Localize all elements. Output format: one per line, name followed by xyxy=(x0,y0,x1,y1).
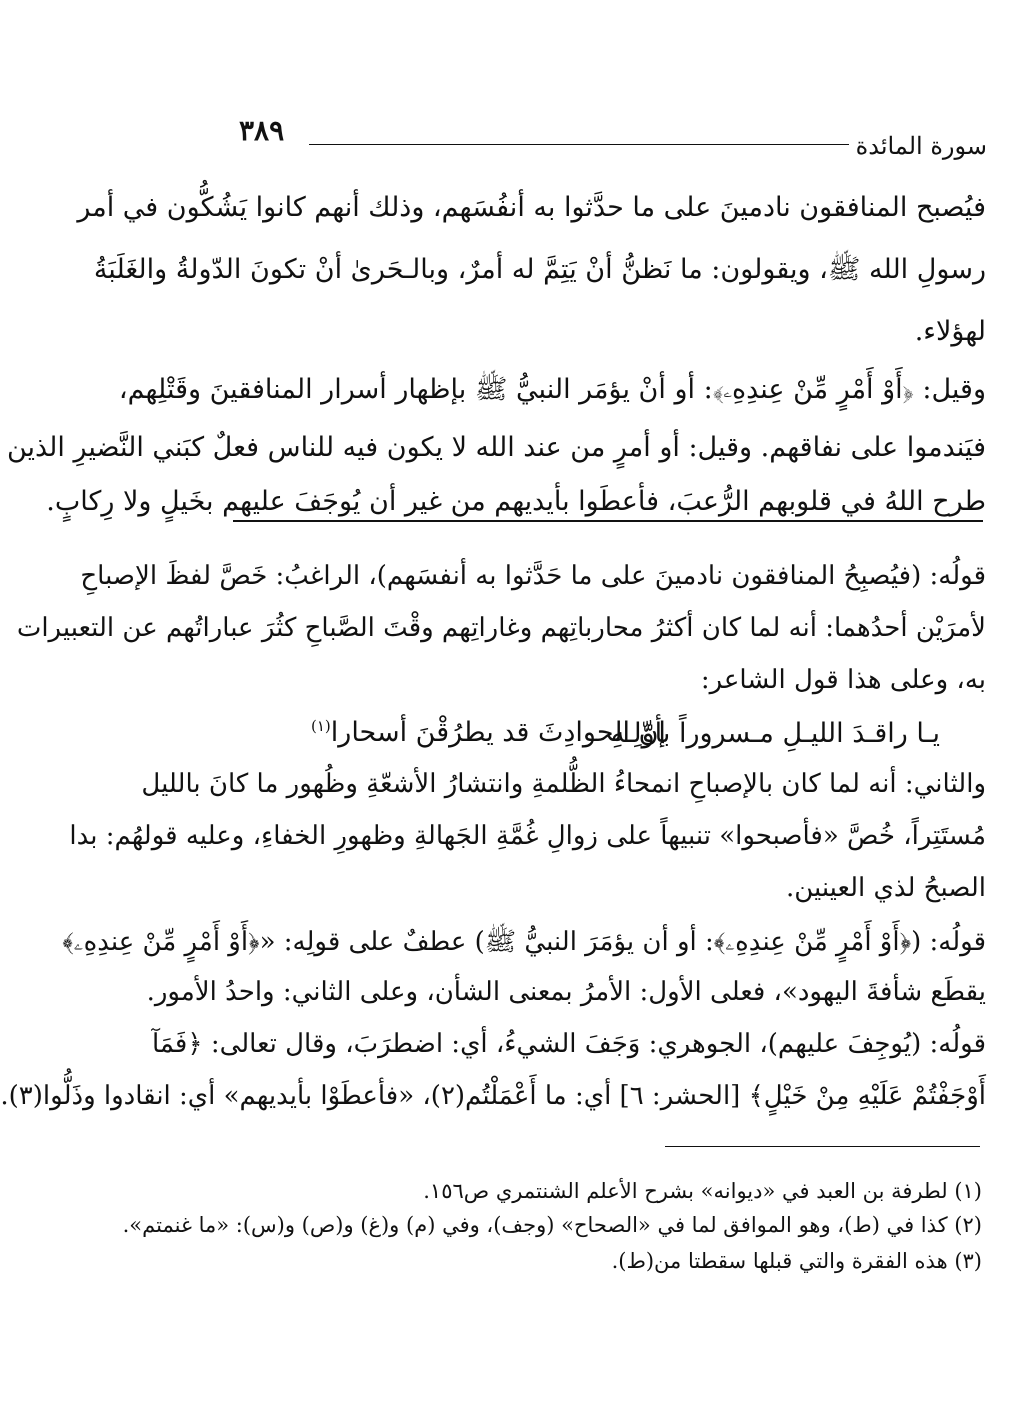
commentary-line: الصبحُ لذي العينين. xyxy=(785,873,986,903)
commentary-line: والثاني: أنه لما كان بالإصباحِ انمحاءُ الظُّلمةِ وانتشارُ الأشعّةِ وظُهور ما كانَ بالليل xyxy=(141,769,986,799)
footnote: (١) لطرفة بن العبد في «ديوانه» بشرح الأعلم الشنتمري ص١٥٦. xyxy=(423,1179,982,1203)
page-number: ٣٨٩ xyxy=(239,114,285,147)
main-text-line: رسولِ الله ﷺ، ويقولون: ما نَظنُّ أنْ يَتِمَّ له أمرٌ، وبالـحَرىٰ أنْ تكونَ الدّولةُ والغَلَبَةُ xyxy=(93,254,986,285)
verse-second-hemistich xyxy=(311,706,666,753)
commentary-line: قولُه: (﴿أَوْ أَمْرٍ مِّنْ عِندِهِۦ﴾: أو أن يؤمَرَ النبيُّ ﷺ) عطفٌ على قولِه: «﴿أَوْ أَمْرٍ مِّنْ عِندِهِۦ﴾ xyxy=(62,927,986,957)
footnote-mark: (١) xyxy=(311,717,331,735)
section-divider xyxy=(233,520,983,522)
verse-first-hemistich: يـا راقـدَ الليـلِ مـسروراً بأوّلِـهِ xyxy=(610,718,940,749)
main-text-line: وقيل: ﴿أَوْ أَمْرٍ مِّنْ عِندِهِۦ﴾: أو أنْ يؤمَر النبيُّ ﷺ بإظهار أسرار المنافقينَ وقَتْلِهم، xyxy=(118,374,986,405)
main-text-line: فيُصبح المنافقون نادمينَ على ما حدَّثوا به أنفُسَهم، وذلك أنهم كانوا يَشُكُّون في أمر xyxy=(77,192,986,223)
commentary-line: لأمرَيْن أحدُهما: أنه لما كان أكثرُ محارباتِهم وغاراتِهم وقْتَ الصَّباحِ كثُرَ عباراتُهم عن التعبيرات xyxy=(16,613,986,643)
main-text-line: طرح اللهُ في قلوبهم الرُّعبَ، فأعطَوا بأيديهم من غير أن يُوجَفَ عليهم بخَيلٍ ولا رِكابٍ. xyxy=(46,486,986,517)
commentary-line: يقطَع شأفةَ اليهود»، فعلى الأول: الأمرُ بمعنى الشأن، وعلى الثاني: واحدُ الأمور. xyxy=(146,977,986,1007)
main-text-line: فيَندموا على نفاقهم. وقيل: أو أمرٍ من عند الله لا يكون فيه للناس فعلٌ كبَني النَّضيرِ الذين xyxy=(6,432,986,463)
verse-second-text: إنّ الحوادِثَ قد يطرُقْنَ أسحارا xyxy=(330,717,666,748)
commentary-line: أَوْجَفْتُمْ عَلَيْهِ مِنْ خَيْلٍ﴾ [الحشر: ٦] أي: ما أَعْمَلْتُم(٢)، «فأعطَوْا بأيديهم» أي: انقادوا وذَلُّوا(٣). xyxy=(0,1081,986,1111)
commentary-line: قولُه: (فيُصبِحُ المنافقون نادمينَ على ما حَدَّثوا به أنفسَهم)، الراغبُ: خَصَّ لفظَ الإصباحِ xyxy=(80,561,986,591)
footnote-rule xyxy=(665,1146,980,1147)
commentary-line: مُستَتِراً، خُصَّ «فأصبحوا» تنبيهاً على زوالِ غُمَّةِ الجَهالةِ وظهورِ الخفاءِ، وعليه قولهُم: بدا xyxy=(69,821,986,851)
commentary-line: قولُه: (يُوجِفَ عليهم)، الجوهري: وَجَفَ الشيءُ، أي: اضطرَبَ، وقال تعالى: ﴿فَمَآ xyxy=(151,1029,986,1059)
main-text-line: لهؤلاء. xyxy=(914,316,986,347)
header-rule xyxy=(309,144,849,145)
footnote: (٣) هذه الفقرة والتي قبلها سقطتا من(ط). xyxy=(611,1249,982,1273)
footnote: (٢) كذا في (ط)، وهو الموافق لما في «الصحاح» (وجف)، وفي (م) و(غ) و(ص) و(س): «ما غنمتم». xyxy=(122,1213,982,1237)
commentary-line: به، وعلى هذا قول الشاعر: xyxy=(700,665,986,695)
surah-title: سورة المائدة xyxy=(855,132,987,160)
running-header xyxy=(239,110,987,160)
